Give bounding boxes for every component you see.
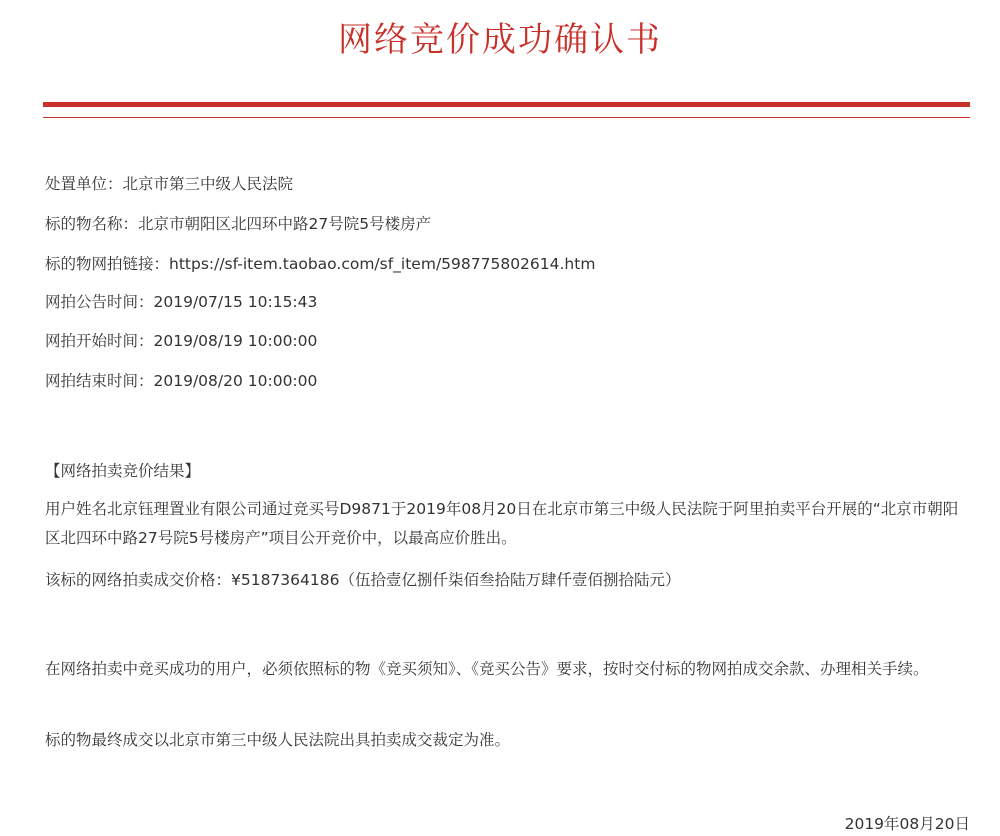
- document-title: 网络竞价成功确认书: [338, 20, 662, 60]
- end-time: 网拍结束时间：2019/08/20 10:00:00: [45, 372, 318, 390]
- title-divider-thick: [43, 102, 970, 107]
- final-price: 该标的网络拍卖成交价格：¥5187364186（伍拾壹亿捌仟柒佰叁拾陆万肆仟壹佰捌拾陆元）: [45, 571, 681, 589]
- disposal-unit: 处置单位：北京市第三中级人民法院: [45, 175, 294, 193]
- result-heading: 【网络拍卖竞价结果】: [45, 462, 201, 480]
- requirement-note: 在网络拍卖中竞买成功的用户，必须依照标的物《竞买须知》、《竞买公告》要求，按时交付标的物网拍成交余款、办理相关手续。: [45, 660, 929, 678]
- result-paragraph: 用户姓名北京钰理置业有限公司通过竞买号D9871于2019年08月20日在北京市第三中级人民法院于阿里拍卖平台开展的“北京市朝阳区北四环中路27号院5号楼房产”项目公开竞价中，以最高应价胜出。: [45, 500, 959, 547]
- auction-link[interactable]: 标的物网拍链接：https://sf-item.taobao.com/sf_item/598775802614.htm: [45, 255, 596, 273]
- document-date: 2019年08月20日: [844, 815, 970, 833]
- object-name: 标的物名称：北京市朝阳区北四环中路27号院5号楼房产: [45, 215, 432, 233]
- final-note: 标的物最终成交以北京市第三中级人民法院出具拍卖成交裁定为准。: [45, 731, 511, 749]
- announce-time: 网拍公告时间：2019/07/15 10:15:43: [45, 293, 318, 311]
- title-divider-thin: [43, 117, 970, 118]
- start-time: 网拍开始时间：2019/08/19 10:00:00: [45, 332, 318, 350]
